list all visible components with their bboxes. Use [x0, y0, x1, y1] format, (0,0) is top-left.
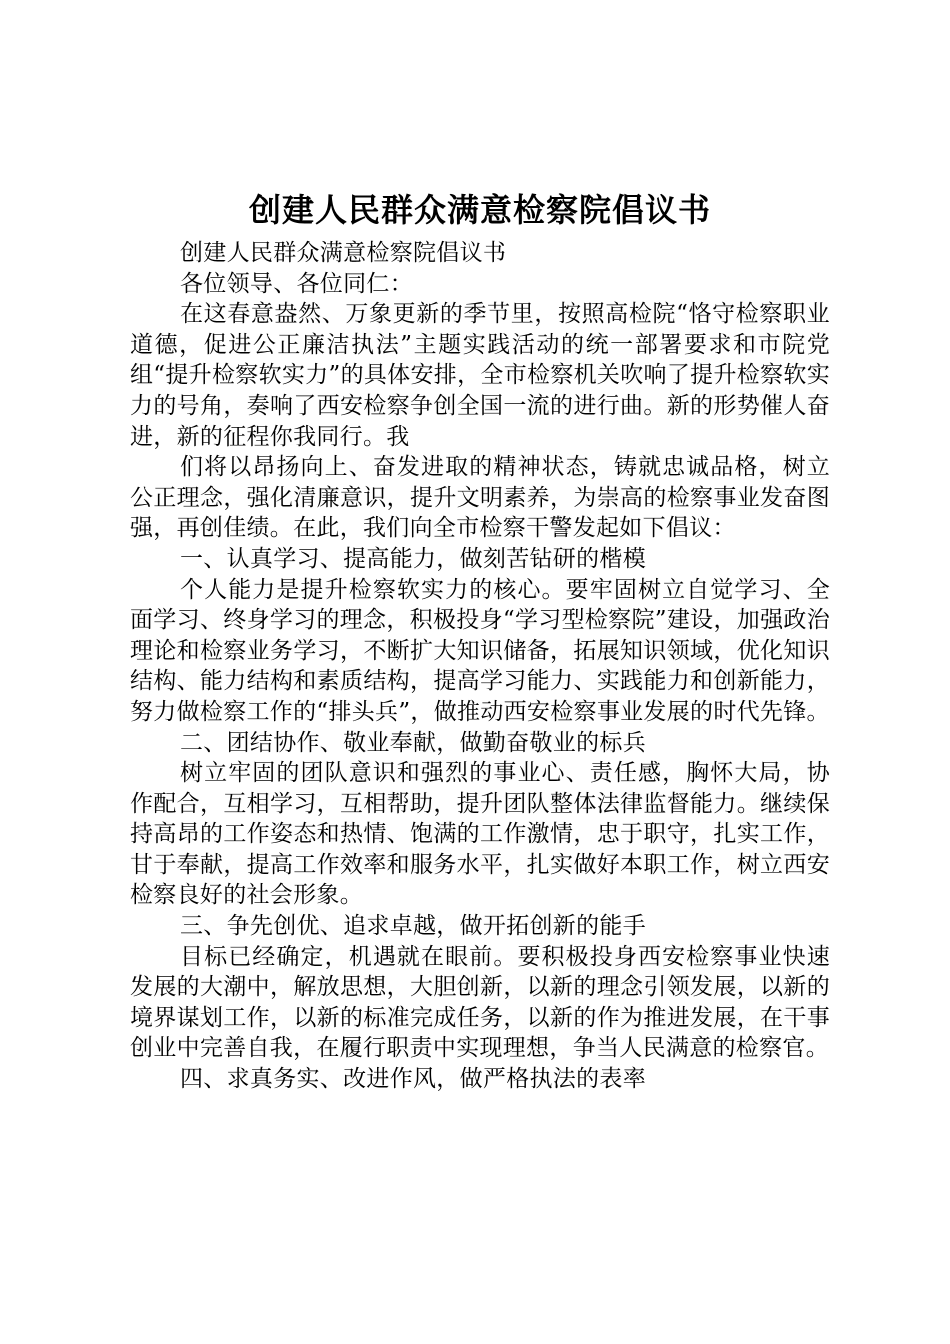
subtitle-line: 创建人民群众满意检察院倡议书	[180, 240, 507, 266]
section-body-2: 树立牢固的团队意识和强烈的事业心、责任感，胸怀大局，协作配合，互相学习，互相帮助，提升团队整体法律监督能力。继续保持高昂的工作姿态和热情、饱满的工作激情，忠于职守，扎实工作，甘于奉献，提高工作效率和服务水平，扎实做好本职工作，树立西安检察良好的社会形象。	[130, 760, 830, 909]
section-body-3: 目标已经确定，机遇就在眼前。要积极投身西安检察事业快速发展的大潮中，解放思想，大胆创新，以新的理念引领发展，以新的境界谋划工作，以新的标准完成任务，以新的作为推进发展，在干事创业中完善自我，在履行职责中实现理想，争当人民满意的检察官。	[130, 943, 830, 1062]
section-heading-2: 二、团结协作、敬业奉献，做勤奋敬业的标兵	[180, 729, 646, 756]
section-heading-4: 四、求真务实、改进作风，做严格执法的表率	[180, 1066, 646, 1093]
document-page	[130, 190, 830, 1095]
salutation: 各位领导、各位同仁：	[180, 270, 413, 297]
section-heading-3: 三、争先创优、追求卓越，做开拓创新的能手	[180, 913, 646, 940]
document-title: 创建人民群众满意检察院倡议书	[248, 191, 711, 229]
section-body-1: 个人能力是提升检察软实力的核心。要牢固树立自觉学习、全面学习、终身学习的理念，积极投身“学习型检察院”建设，加强政治理论和检察业务学习，不断扩大知识储备，拓展知识领域，优化知识结构、能力结构和素质结构，提高学习能力、实践能力和创新能力，努力做检察工作的“排头兵”，做推动西安检察事业发展的时代先锋。	[130, 576, 830, 725]
intro-paragraph-continued: 们将以昂扬向上、奋发进取的精神状态，铸就忠诚品格，树立公正理念，强化清廉意识，提升文明素养，为崇高的检察事业发奋图强，再创佳绩。在此，我们向全市检察干警发起如下倡议：	[130, 454, 830, 542]
section-heading-1: 一、认真学习、提高能力，做刻苦钻研的楷模	[180, 545, 646, 572]
intro-paragraph: 在这春意盎然、万象更新的季节里，按照高检院“恪守检察职业道德，促进公正廉洁执法”主题实践活动的统一部署要求和市院党组“提升检察软实力”的具体安排，全市检察机关吹响了提升检察软实力的号角，奏响了西安检察争创全国一流的进行曲。新的形势催人奋进，新的征程你我同行。我	[130, 301, 830, 450]
